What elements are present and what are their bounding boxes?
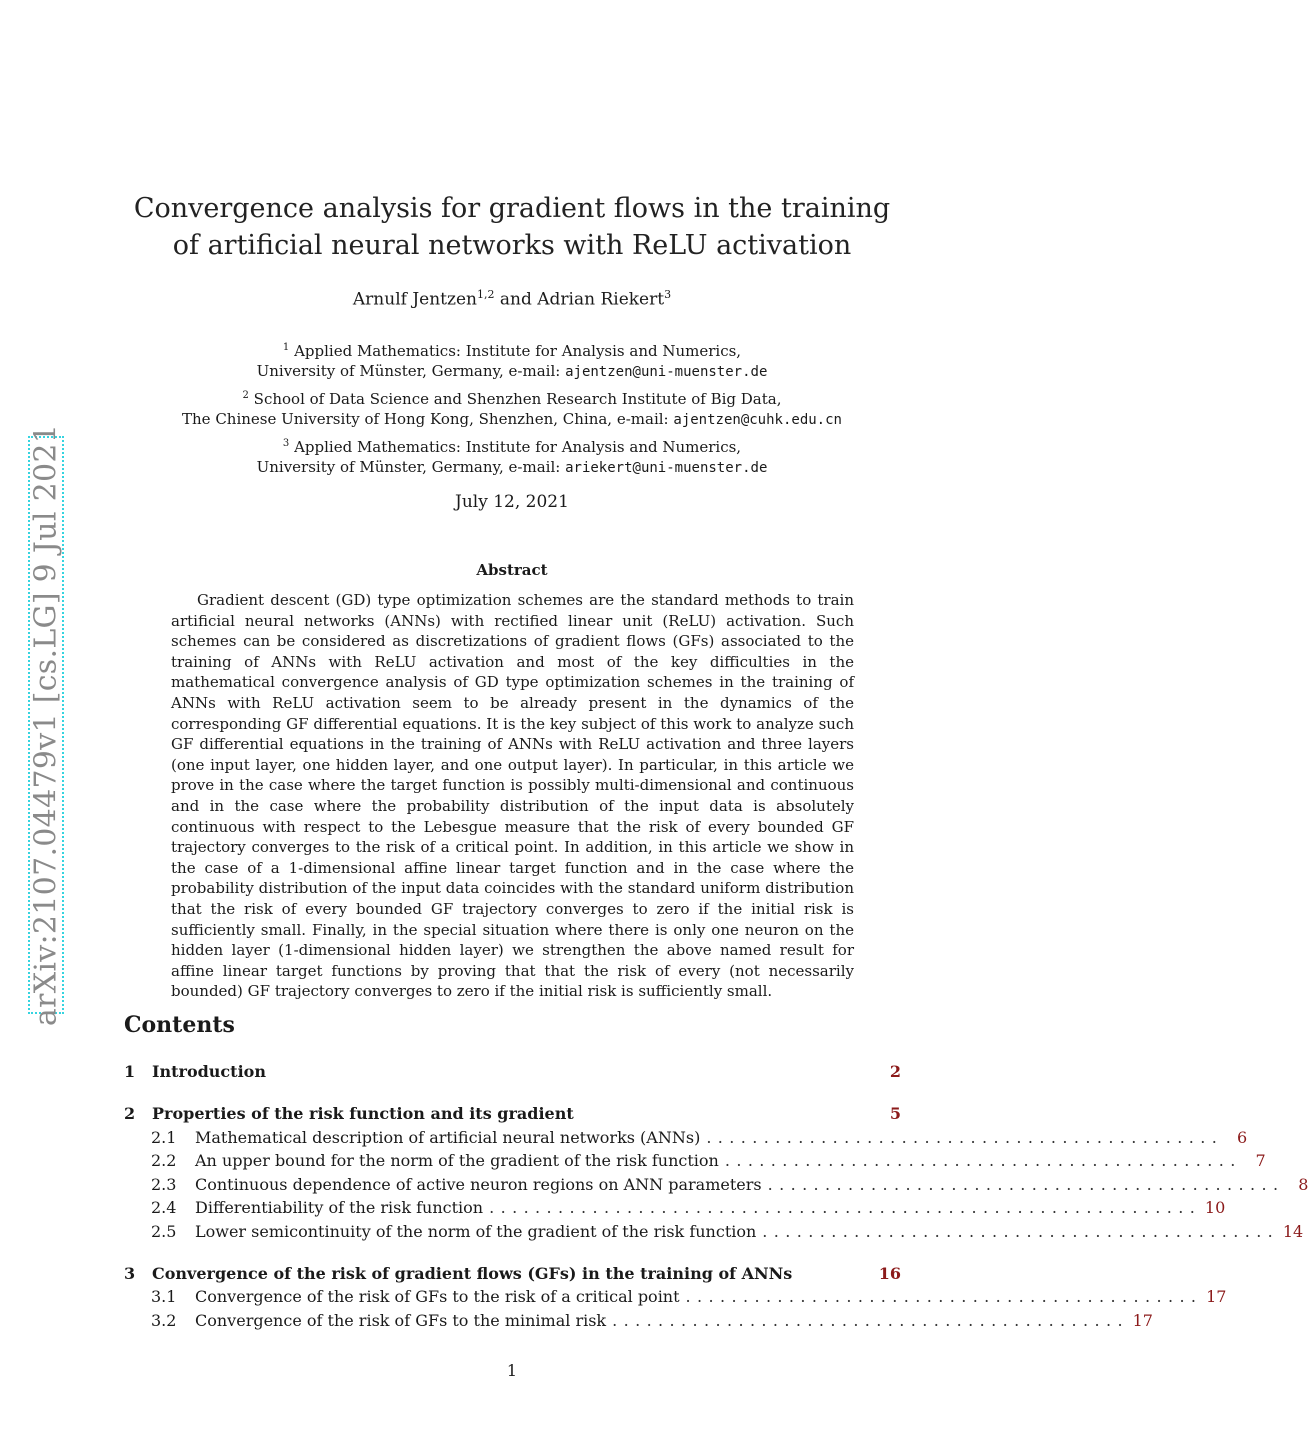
toc-entry[interactable]	[124, 1262, 901, 1286]
toc-dot-leader: .............................................	[612, 1310, 1129, 1330]
affiliation-line: University of Münster, Germany, e-mail:	[256, 362, 561, 380]
toc-title: Convergence of the risk of GFs to the minimal risk	[195, 1310, 607, 1330]
author-name: Arnulf Jentzen	[352, 289, 477, 310]
toc-title: Lower semicontinuity of the norm of the gradient of the risk function	[195, 1221, 757, 1241]
toc-page-link[interactable]: 5	[889, 1104, 901, 1123]
toc-page-link[interactable]: 8	[1298, 1174, 1308, 1194]
toc-title: Convergence of the risk of GFs to the risk of a critical point	[195, 1287, 680, 1306]
toc-page-link[interactable]: 6	[1237, 1127, 1248, 1147]
toc-dot-leader: .............................................	[762, 1221, 1280, 1241]
affiliation-line: School of Data Science and Shenzhen Research Institute of Big Data,	[253, 390, 782, 408]
affiliation-2	[112, 386, 912, 430]
affiliation-line: The Chinese University of Hong Kong, Shenzhen, China, e-mail:	[182, 410, 669, 428]
toc-number: 2	[124, 1104, 136, 1123]
toc-number: 2.3	[151, 1174, 177, 1194]
toc-entry[interactable]	[124, 1196, 1226, 1220]
toc-page-link[interactable]: 14	[1282, 1221, 1304, 1241]
affiliation-mark: 2	[242, 390, 249, 401]
toc-entry[interactable]	[124, 1102, 901, 1126]
toc-dot-leader: .............................................	[685, 1287, 1203, 1306]
author-name: Adrian Riekert	[537, 289, 665, 310]
title-line-1: Convergence analysis for gradient flows in the training	[133, 193, 891, 224]
affiliation-mark: 3	[282, 438, 290, 449]
toc-number: 2.1	[151, 1127, 177, 1147]
toc-page-link[interactable]: 16	[878, 1263, 901, 1283]
toc-number: 2.4	[151, 1198, 177, 1217]
arxiv-stamp[interactable]: arXiv:2107.04479v1 [cs.LG] 9 Jul 2021	[28, 423, 64, 1027]
affiliation-1	[112, 338, 912, 382]
toc-number: 3.2	[151, 1310, 177, 1330]
toc-title: Convergence of the risk of gradient flows (GFs) in the training of ANNs	[152, 1263, 793, 1283]
toc-title: Properties of the risk function and its gradient	[152, 1104, 574, 1123]
toc-page-link[interactable]: 7	[1255, 1151, 1266, 1170]
toc-page-link[interactable]: 17	[1206, 1287, 1227, 1306]
table-of-contents	[124, 1060, 1308, 1332]
page-number: 1	[506, 1361, 518, 1380]
toc-dot-leader: .............................................	[767, 1174, 1285, 1194]
affiliation-line: Applied Mathematics: Institute for Analysis and Numerics,	[294, 438, 742, 456]
toc-entry[interactable]	[124, 1220, 1304, 1244]
toc-entry[interactable]	[124, 1060, 901, 1084]
toc-number: 3.1	[151, 1287, 177, 1306]
author-list	[112, 288, 912, 310]
affiliation-mark: 1	[282, 342, 290, 353]
paper-date: July 12, 2021	[455, 492, 569, 512]
toc-dot-leader: ..............................................................	[489, 1198, 1202, 1217]
author-affiliation-mark: 1,2	[476, 288, 495, 301]
toc-title: An upper bound for the norm of the gradient of the risk function	[195, 1151, 719, 1170]
author-conjunction: and	[499, 289, 532, 310]
toc-number: 3	[124, 1263, 136, 1283]
toc-dot-leader: .............................................	[724, 1151, 1242, 1170]
toc-number: 1	[124, 1062, 136, 1081]
title-line-2: of artificial neural networks with ReLU activation	[172, 230, 852, 261]
toc-page-link[interactable]: 10	[1204, 1198, 1226, 1217]
toc-entry[interactable]	[124, 1126, 1248, 1150]
toc-entry[interactable]	[124, 1149, 1266, 1173]
toc-dot-leader: .............................................	[706, 1127, 1224, 1147]
toc-number: 2.2	[151, 1151, 177, 1170]
affiliation-line: University of Münster, Germany, e-mail:	[256, 458, 561, 476]
contents-heading: Contents	[124, 1012, 235, 1038]
paper-title	[112, 190, 912, 264]
author-affiliation-mark: 3	[664, 288, 672, 301]
toc-title: Mathematical description of artificial neural networks (ANNs)	[195, 1127, 701, 1147]
affiliation-3	[112, 434, 912, 478]
email-link[interactable]: ajentzen@cuhk.edu.cn	[673, 412, 842, 428]
email-link[interactable]: ajentzen@uni-muenster.de	[565, 364, 768, 380]
email-link[interactable]: ariekert@uni-muenster.de	[565, 460, 768, 476]
toc-entry[interactable]	[124, 1173, 1308, 1197]
affiliation-line: Applied Mathematics: Institute for Analysis and Numerics,	[294, 342, 742, 360]
toc-entry[interactable]	[124, 1309, 1153, 1333]
toc-entry[interactable]	[124, 1285, 1227, 1309]
toc-title: Continuous dependence of active neuron regions on ANN parameters	[195, 1174, 762, 1194]
toc-title: Differentiability of the risk function	[195, 1198, 484, 1217]
abstract-heading: Abstract	[476, 561, 548, 579]
toc-page-link[interactable]: 17	[1132, 1310, 1153, 1330]
toc-page-link[interactable]: 2	[889, 1062, 901, 1081]
abstract-text: Gradient descent (GD) type optimization schemes are the standard methods to train artificial neural networks (ANNs) with rectified linear unit (ReLU) activation. Such schemes can be considered as discretizations of gradient flows (GFs) associated to the training of ANNs with ReLU activation and most of the key difficulties in the mathematical convergence analysis of GD type optimization schemes in the training of ANNs with ReLU activation seem to be already present in the dynamics of the corresponding GF differential equations. It is the key subject of this work to analyze such GF differential equations in the training of ANNs with ReLU activation and three layers (one input layer, one hidden layer, and one output layer). In particular, in this article we prove in the case where the target function is possibly multi-dimensional and continuous and in the case where the probability distribution of the input data is absolutely continuous with respect to the Lebesgue measure that the risk of every bounded GF trajectory converges to the risk of a critical point. In addition, in this article we show in the case of a 1-dimensional affine linear target function and in the case where the probability distribution of the input data coincides with the standard uniform distribution that the risk of every bounded GF trajectory converges to zero if the initial risk is sufficiently small. Finally, in the special situation where there is only one neuron on the hidden layer (1-dimensional hidden layer) we strengthen the above named result for affine linear target functions by proving that that the risk of every (not necessarily bounded) GF trajectory converges to zero if the initial risk is sufficiently small.	[171, 591, 854, 1001]
toc-number: 2.5	[151, 1221, 177, 1241]
toc-title: Introduction	[152, 1062, 266, 1081]
